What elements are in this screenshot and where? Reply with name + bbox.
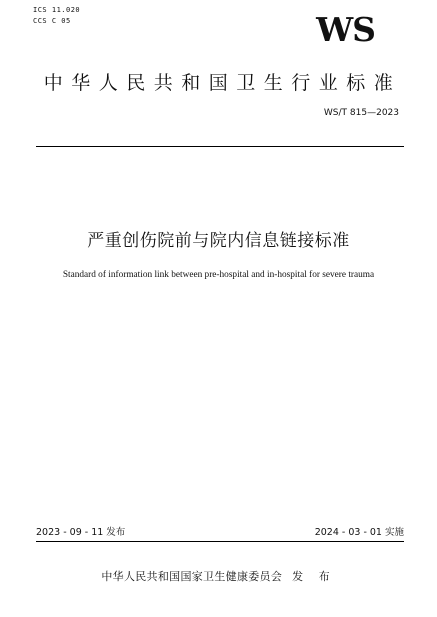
ics-code: ICS 11.020 (33, 6, 81, 14)
header-divider (36, 146, 404, 147)
issue-date: 2023 - 09 - 11 发布 (36, 527, 126, 538)
footer-divider (36, 541, 404, 542)
standard-number: WS/T 815—2023 (323, 108, 399, 118)
publisher-line (0, 569, 437, 585)
issuer-title: 中华人民共和国卫生行业标准 (43, 72, 402, 94)
document-title-english: Standard of information link between pre-hospital and in-hospital for severe trauma (62, 270, 375, 280)
ccs-code: CCS C 05 (33, 17, 71, 25)
implementation-date: 2024 - 03 - 01 实施 (314, 527, 404, 538)
publisher-name: 中华人民共和国国家卫生健康委员会 (101, 570, 283, 583)
ws-logo: WS (316, 10, 375, 49)
document-title-chinese: 严重创伤院前与院内信息链接标准 (87, 231, 350, 251)
publish-label: 发 布 (292, 570, 336, 583)
